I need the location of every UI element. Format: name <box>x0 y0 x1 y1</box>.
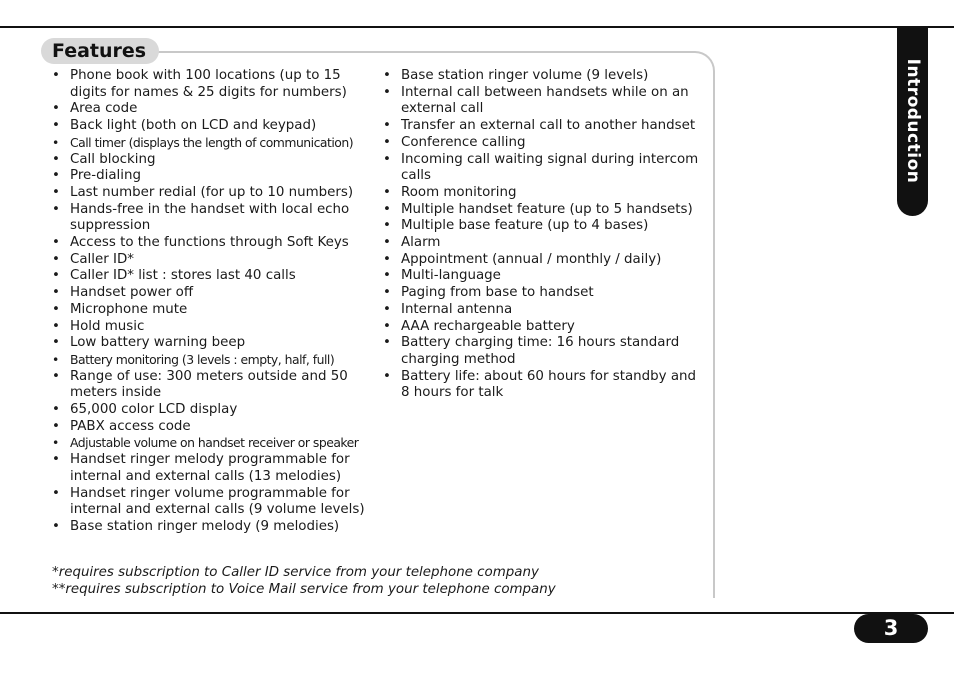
feature-item: • AAA rechargeable battery <box>383 319 708 336</box>
feature-item: • Range of use: 300 meters outside and 50 meters inside <box>52 369 372 402</box>
footnote-caller-id: *requires subscription to Caller ID service from your telephone company <box>52 565 539 580</box>
feature-item: • Alarm <box>383 235 708 252</box>
feature-item: • Hold music <box>52 319 372 336</box>
feature-item: • Call blocking <box>52 152 372 169</box>
feature-item: • Area code <box>52 101 372 118</box>
feature-item: • Conference calling <box>383 135 708 152</box>
feature-item: • Phone book with 100 locations (up to 15 digits for names & 25 digits for numbers) <box>52 68 372 101</box>
top-rule <box>0 26 954 28</box>
feature-item: • Battery monitoring (3 levels : empty, half, full) <box>52 352 372 369</box>
footnote-voice-mail: **requires subscription to Voice Mail service from your telephone company <box>52 582 556 597</box>
feature-item: • 65,000 color LCD display <box>52 402 372 419</box>
feature-item: • Back light (both on LCD and keypad) <box>52 118 372 135</box>
feature-item: • Internal antenna <box>383 302 708 319</box>
side-tab-label: Introduction <box>902 58 923 184</box>
feature-item: • Last number redial (for up to 10 numbers) <box>52 185 372 202</box>
feature-item: • Caller ID* <box>52 252 372 269</box>
feature-item: • PABX access code <box>52 419 372 436</box>
feature-item: • Battery life: about 60 hours for standby and 8 hours for talk <box>383 369 708 402</box>
feature-item: • Low battery warning beep <box>52 335 372 352</box>
feature-item: • Multiple base feature (up to 4 bases) <box>383 218 708 235</box>
feature-item: • Microphone mute <box>52 302 372 319</box>
page-number: 3 <box>854 614 928 643</box>
features-list-right <box>383 68 708 402</box>
feature-item: • Internal call between handsets while on an external call <box>383 85 708 118</box>
feature-item: • Hands-free in the handset with local echo suppression <box>52 202 372 235</box>
feature-item: • Room monitoring <box>383 185 708 202</box>
feature-item: • Handset ringer volume programmable for internal and external calls (9 volume levels) <box>52 486 372 519</box>
features-list-left <box>52 68 372 536</box>
feature-item: • Adjustable volume on handset receiver or speaker <box>52 435 372 452</box>
feature-item: • Incoming call waiting signal during intercom calls <box>383 152 708 185</box>
footnotes <box>52 564 702 598</box>
feature-item: • Base station ringer melody (9 melodies) <box>52 519 372 536</box>
section-side-tab <box>897 26 928 216</box>
feature-item: • Access to the functions through Soft Keys <box>52 235 372 252</box>
feature-item: • Handset ringer melody programmable for internal and external calls (13 melodies) <box>52 452 372 485</box>
feature-item: • Pre-dialing <box>52 168 372 185</box>
feature-item: • Paging from base to handset <box>383 285 708 302</box>
feature-item: • Call timer (displays the length of communication) <box>52 135 372 152</box>
feature-item: • Transfer an external call to another handset <box>383 118 708 135</box>
feature-item: • Appointment (annual / monthly / daily) <box>383 252 708 269</box>
feature-item: • Multi-language <box>383 268 708 285</box>
feature-item: • Multiple handset feature (up to 5 handsets) <box>383 202 708 219</box>
feature-item: • Base station ringer volume (9 levels) <box>383 68 708 85</box>
section-title: Features <box>41 38 159 64</box>
feature-item: • Battery charging time: 16 hours standard charging method <box>383 335 708 368</box>
content-frame-right <box>713 74 715 598</box>
feature-item: • Caller ID* list : stores last 40 calls <box>52 268 372 285</box>
bottom-rule <box>0 612 954 614</box>
feature-item: • Handset power off <box>52 285 372 302</box>
